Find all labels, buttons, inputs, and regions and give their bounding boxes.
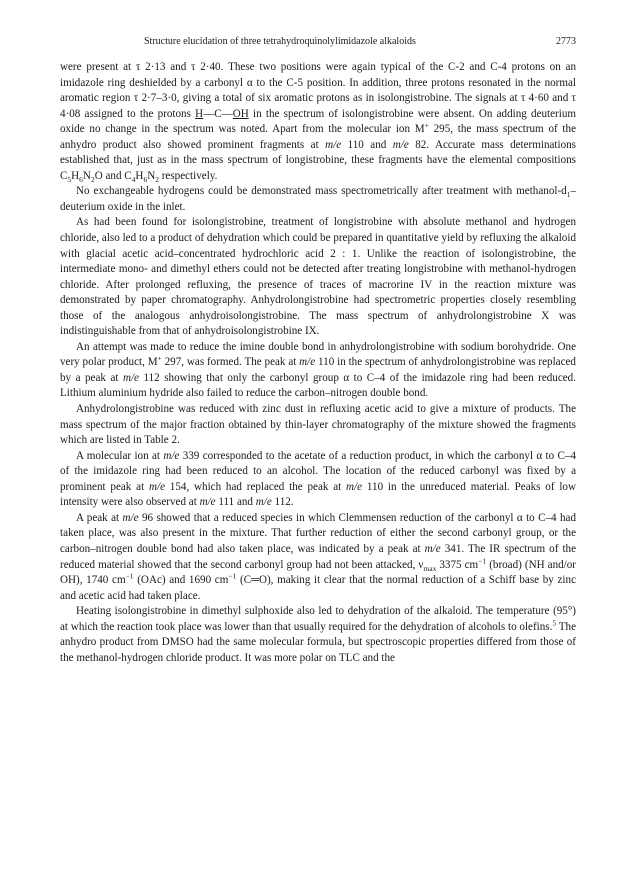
paragraph-5: Anhydrolongistrobine was reduced with zinc dust in refluxing acetic acid to give a mixture of products. The mass spectrum of the major fraction obtained by thin-layer chromatography of the mixture showed the fragments which are listed in Table 2. <box>60 403 576 447</box>
paragraph-1: were present at τ 2·13 and τ 2·40. These two positions were again typical of the C-2 and C-4 protons on an imidazole ring deshielded by a carbonyl α to the C-5 position. In addition, three protons resonated in the normal aromatic region τ 2·7–3·0, giving a total of six aromatic protons as in isolongistrobine. The signals at τ 4·60 and τ 4·08 assigned to the protons H—C—OH in the spectrum of isolongistrobine were absent. On adding deuterium oxide no change in the spectrum was noted. Apart from the molecular ion M+ 295, the mass spectrum of the anhydro product also showed prominent fragments at m/e 110 and m/e 82. Accurate mass determinations established that, just as in the mass spectrum of longistrobine, these fragments have the elemental compositions $C_5H_6N_2O$ and $C_4H_6N_2$ respectively. <box>60 61 577 185</box>
page-number: 2773 <box>556 36 576 47</box>
paragraph-7: A peak at m/e 96 showed that a reduced species in which Clemmensen reduction of the carbonyl α to C–4 had taken place, was also present in the mixture. That further reduction of either the second carbonyl group, or the carbon–nitrogen double bond had also taken place, was indicated by a peak at m/e 341. The IR spectrum of the reduced material showed that the second carbonyl group had not been attacked, $\nu_{max}$ 3375 $cm^{-1}$ (broad) (NH and/or OH), 1740 $cm^{-1}$ (OAc) and 1690 $cm^{-1}$ (C═O), making it clear that the normal reduction of a Schiff base by zinc and acetic acid had taken place. <box>60 511 577 602</box>
paragraph-6: A molecular ion at m/e 339 corresponded to the acetate of a reduction product, in which the carbonyl α to C–4 of the imidazole ring had been reduced to an alcohol. The location of the reduced carbonyl was fixed by a prominent peak at m/e 154, which had replaced the peak at m/e 110 in the unreduced material. Peaks of low intensity were also observed at m/e 111 and m/e 112. <box>60 449 576 509</box>
page-header <box>60 34 576 60</box>
running-title: Structure elucidation of three tetrahydroquinolylimidazole alkaloids <box>144 36 416 47</box>
journal-page <box>60 34 576 666</box>
paragraph-8: Heating isolongistrobine in dimethyl sulphoxide also led to dehydration of the alkaloid. The temperature (95°) at which the reaction took place was lower than that usually required for the dehydration of alcohols to olefins.$^5$ The anhydro product from DMSO had the same molecular formula, but spectroscopic properties differed from those of the methanol-hydrogen chloride product. It was more polar on TLC and the <box>60 605 576 664</box>
paragraph-2: No exchangeable hydrogens could be demonstrated mass spectrometrically after treatment with methanol-$d_1$–deuterium oxide in the inlet. <box>60 185 576 213</box>
paragraph-4: An attempt was made to reduce the imine double bond in anhydrolongistrobine with sodium borohydride. One very polar product, M+ 297, was formed. The peak at m/e 110 in the spectrum of anhydrolongistrobine was replaced by a peak at m/e 112 showing that only the carbonyl group α to C–4 of the imidazole ring had been reduced. Lithium aluminium hydride also failed to reduce the carbon–nitrogen double bond. <box>60 340 577 400</box>
paragraph-3: As had been found for isolongistrobine, treatment of longistrobine with absolute methanol and hydrogen chloride, also led to a product of dehydration which could be prepared in quantitative yield by refluxing the alkaloid with glacial acetic acid–concentrated hydrochloric acid 2 : 1. Unlike the reaction of isolongistrobine, the intermediate mono- and dimethyl ethers could not be detected after treating longistrobine with methanol-hydrogen chloride. After prolonged refluxing, the presence of traces of macrorine IV in the reaction mixture was demonstrated by paper chromatography. Anhydrolongistrobine had spectrometric properties closely resembling those of the analogous anhydroisolongistrobine. The mass spectrum of anhydrolongistrobine X was indistinguishable from that of anhydroisolongistrobine IX. <box>60 216 576 338</box>
